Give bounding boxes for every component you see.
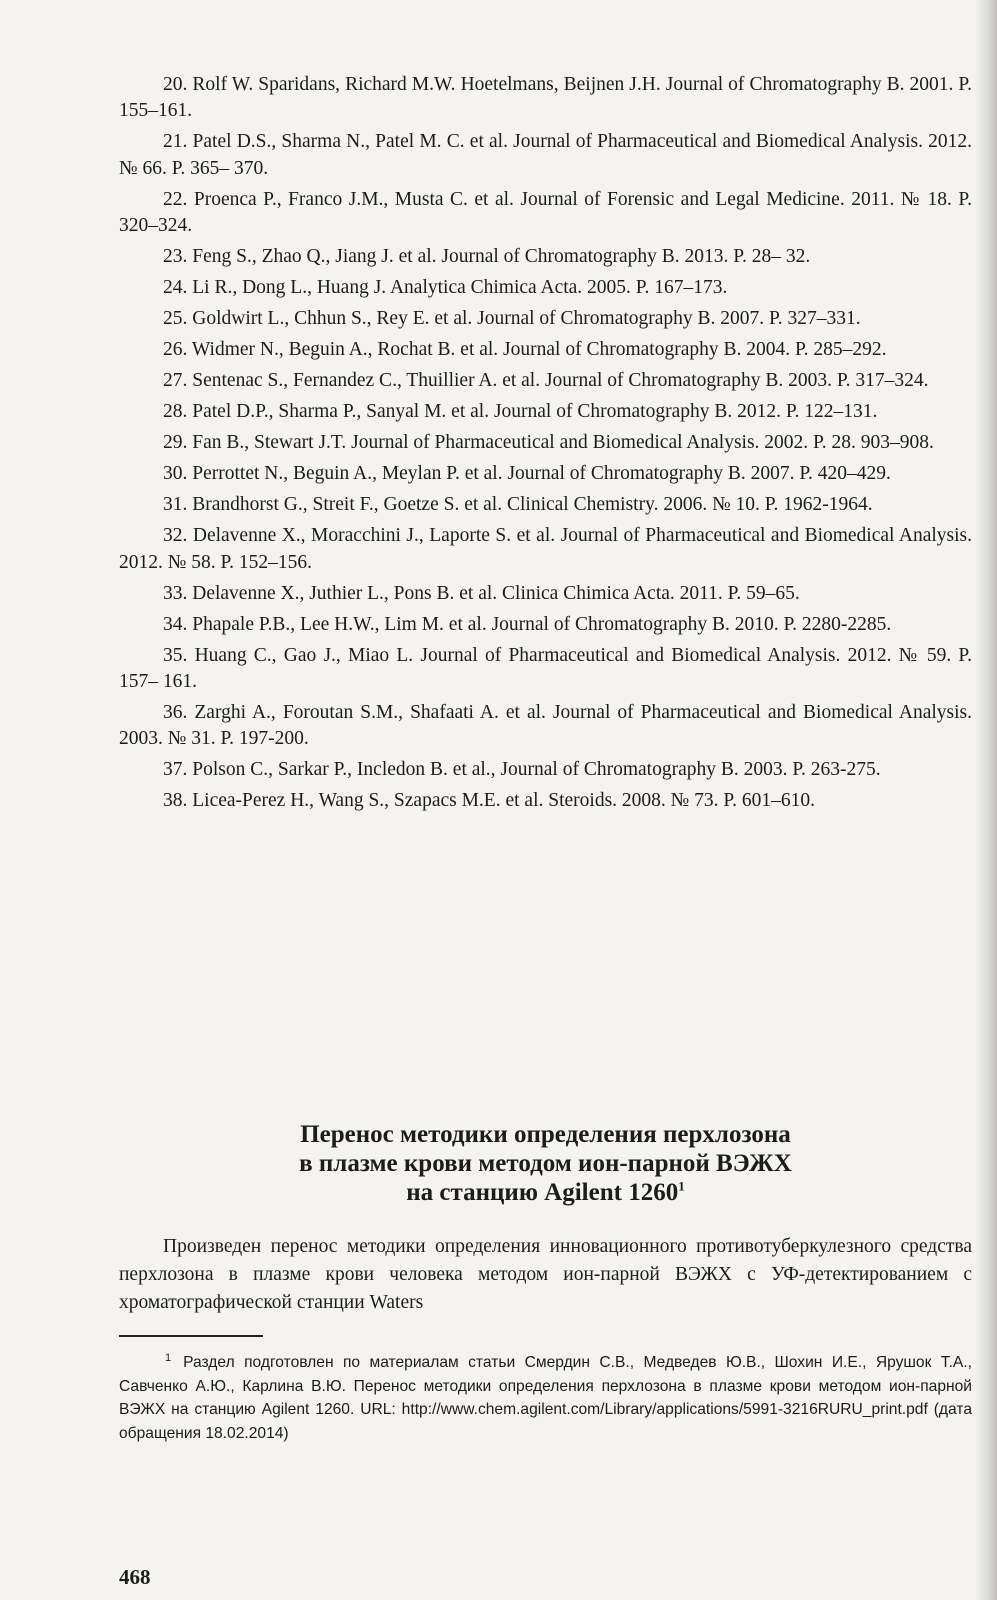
reference-item: 38. Licea-Perez H., Wang S., Szapacs M.E. et al. Steroids. 2008. № 73. P. 601–610. [163, 790, 815, 812]
reference-item: 25. Goldwirt L., Chhun S., Rey E. et al. Journal of Chromatography B. 2007. P. 327–331. [163, 308, 861, 330]
body-paragraph: Произведен перенос методики определения инновационного противотуберкулезного средства перхлозона в плазме крови человека методом ион-парной ВЭЖХ с УФ-детектированием с хроматографической станции Waters [119, 1236, 972, 1313]
reference-item: 37. Polson C., Sarkar P., Incledon B. et al., Journal of Chromatography B. 2003. P. 263-275. [163, 759, 881, 781]
reference-item: 21. Patel D.S., Sharma N., Patel M. C. et al. Journal of Pharmaceutical and Biomedical Analysis. 2012. № 66. P. 365– 370. [119, 131, 972, 179]
footnote-text: Раздел подготовлен по материалам статьи Смердин С.В., Медведев Ю.В., Шохин И.Е., Ярушок Т.А., Савченко А.Ю., Карлина В.Ю. Перенос методики определения перхлозона в плазме крови методом ион-парной ВЭЖХ на станцию Agilent 1260. URL: http://www.chem.agilent.com/Library/applications/5991-3216RURU_print.pdf (дата обращения 18.02.2014) [119, 1354, 972, 1442]
section-heading-line-3 [119, 1178, 972, 1207]
section-heading-line-2: в плазме крови методом ион-парной ВЭЖХ [299, 1150, 792, 1177]
reference-item: 35. Huang C., Gao J., Miao L. Journal of Pharmaceutical and Biomedical Analysis. 2012. № 59. P. 157– 161. [119, 644, 972, 693]
footnote-mark: 1 [165, 1351, 172, 1364]
section-heading [119, 1120, 972, 1207]
reference-item: 27. Sentenac S., Fernandez C., Thuillier A. et al. Journal of Chromatography B. 2003. P. 317–324. [163, 370, 929, 392]
reference-item: 32. Delavenne X., Moracchini J., Laporte S. et al. Journal of Pharmaceutical and Biomedical Analysis. 2012. № 58. P. 152–156. [119, 525, 972, 573]
reference-item: 36. Zarghi A., Foroutan S.M., Shafaati A. et al. Journal of Pharmaceutical and Biomedical Analysis. 2003. № 31. P. 197-200. [119, 702, 972, 750]
reference-item: 20. Rolf W. Sparidans, Richard M.W. Hoetelmans, Beijnen J.H. Journal of Chromatography B. 2001. P. 155–161. [119, 74, 972, 122]
reference-item: 23. Feng S., Zhao Q., Jiang J. et al. Journal of Chromatography B. 2013. P. 28– 32. [163, 246, 811, 268]
footnote-reference-mark: 1 [678, 1178, 685, 1194]
reference-item: 24. Li R., Dong L., Huang J. Analytica Chimica Acta. 2005. P. 167–173. [163, 277, 728, 299]
reference-list [119, 72, 972, 819]
reference-item: 34. Phapale P.B., Lee H.W., Lim M. et al. Journal of Chromatography B. 2010. P. 2280-2285. [163, 613, 892, 635]
section-heading-line-3-text: на станцию Agilent 1260 [406, 1179, 679, 1206]
reference-item: 28. Patel D.P., Sharma P., Sanyal M. et al. Journal of Chromatography B. 2012. P. 122–131. [163, 401, 878, 423]
reference-item: 33. Delavenne X., Juthier L., Pons B. et al. Clinica Chimica Acta. 2011. P. 59–65. [163, 582, 800, 604]
reference-item: 30. Perrottet N., Beguin A., Meylan P. et al. Journal of Chromatography B. 2007. P. 420–429. [163, 463, 891, 485]
reference-item: 31. Brandhorst G., Streit F., Goetze S. et al. Clinical Chemistry. 2006. № 10. P. 1962-1964. [163, 494, 873, 516]
reference-item: 22. Proenca P., Franco J.M., Musta C. et al. Journal of Forensic and Legal Medicine. 2011. № 18. P. 320–324. [119, 188, 972, 237]
footnote [119, 1351, 972, 1445]
reference-item: 26. Widmer N., Beguin A., Rochat B. et al. Journal of Chromatography B. 2004. P. 285–292. [163, 339, 887, 361]
page-number: 468 [119, 1565, 151, 1589]
reference-item: 29. Fan B., Stewart J.T. Journal of Pharmaceutical and Biomedical Analysis. 2002. P. 28. 903–908. [163, 432, 934, 454]
footnote-separator [119, 1335, 263, 1337]
page-edge-shadow [975, 0, 997, 1600]
section-heading-line-1: Перенос методики определения перхлозона [300, 1121, 791, 1148]
